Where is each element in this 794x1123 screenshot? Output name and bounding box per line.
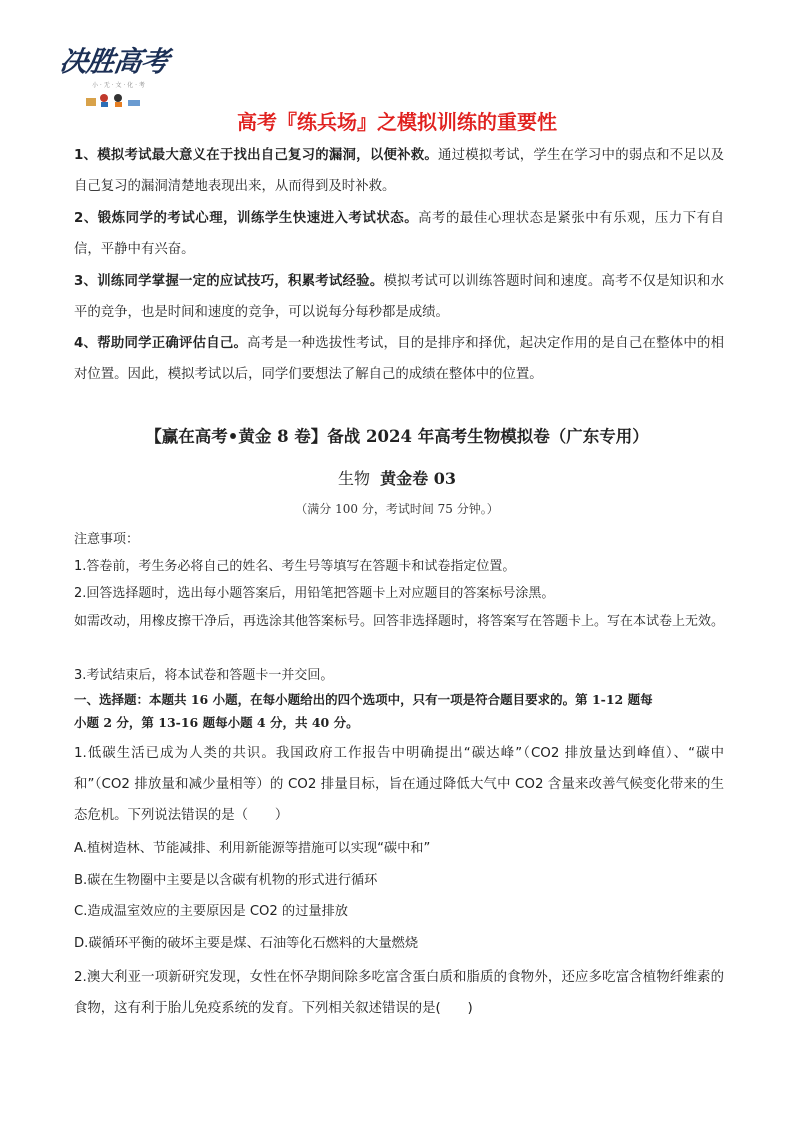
exam-paper: 黄金卷 03 — [380, 469, 457, 488]
question-1-option-c: C.造成温室效应的主要原因是 CO2 的过量排放 — [74, 904, 348, 919]
importance-bold: 1、模拟考试最大意义在于找出自己复习的漏洞，以便补救。 — [74, 148, 438, 163]
logo-tagline: 小 · 无 · 文 · 化 · 考 — [92, 82, 145, 89]
exam-subtitle — [0, 466, 794, 489]
importance-item-4 — [74, 328, 724, 390]
section-heading-line2: 小题 2 分，第 13-16 题每小题 4 分，共 40 分。 — [74, 715, 359, 730]
importance-text: 模拟考试可以训练答题时间和速度。高考不仅是知识和水平的竞争，也是时间和速度的竞争，可以说每分每秒都是成绩。 — [74, 274, 724, 320]
section-heading-line1: 一、选择题：本题共 16 小题，在每小题给出的四个选项中，只有一项是符合题目要求的。第 1-12 题每 — [74, 692, 653, 707]
exam-subject: 生物 — [337, 469, 370, 488]
importance-bold: 2、锻炼同学的考试心理，训练学生快速进入考试状态。 — [74, 211, 419, 226]
exam-title: 【赢在高考•黄金 8 卷】备战 2024 年高考生物模拟卷（广东专用） — [145, 427, 649, 446]
importance-item-2 — [74, 203, 724, 265]
notice-item: 1.答卷前，考生务必将自己的姓名、考生号等填写在答题卡和试卷指定位置。 — [74, 559, 516, 574]
notice-heading: 注意事项： — [74, 532, 140, 547]
question-2-stem: 2.澳大利亚一项新研究发现，女性在怀孕期间除多吃富含蛋白质和脂质的食物外，还应多吃富含植物纤维素的食物，这有利于胎儿免疫系统的发育。下列相关叙述错误的是( ) — [74, 970, 724, 1016]
logo-text: 决胜高考 — [57, 45, 171, 78]
importance-text: 通过模拟考试，学生在学习中的弱点和不足以及自己复习的漏洞清楚地表现出来，从而得到及时补救。 — [74, 148, 725, 194]
notice-item: 如需改动，用橡皮擦干净后，再选涂其他答案标号。回答非选择题时，将答案写在答题卡上。写在本试卷上无效。 — [74, 614, 725, 629]
importance-bold: 4、帮助同学正确评估自己。 — [74, 336, 248, 351]
importance-text: 高考是一种选拔性考试，目的是排序和择优，起决定作用的是自己在整体中的相对位置。因此，模拟考试以后，同学们要想法了解自己的成绩在整体中的位置。 — [74, 336, 724, 382]
question-1-stem: 1.低碳生活已成为人类的共识。我国政府工作报告中明确提出“碳达峰”（CO2 排放量达到峰值）、“碳中和”（CO2 排放量和减少量相等）的 CO2 排量目标，旨在通过降低大气中 CO2 含量来改善气候变化带来的生态危机。下列说法错误的是（ ） — [74, 746, 724, 823]
importance-text: 高考的最佳心理状态是紧张中有乐观，压力下有自信，平静中有兴奋。 — [74, 211, 724, 257]
question-1-option-a: A.植树造林、节能减排、利用新能源等措施可以实现“碳中和” — [74, 841, 431, 856]
notice-item: 3.考试结束后，将本试卷和答题卡一并交回。 — [74, 668, 334, 683]
notice-item: 2.回答选择题时，选出每小题答案后，用铅笔把答题卡上对应题目的答案标号涂黑。 — [74, 586, 555, 601]
importance-item-1 — [74, 140, 724, 202]
banner-title: 高考『练兵场』之模拟训练的重要性 — [237, 110, 557, 134]
question-1-option-d: D.碳循环平衡的破坏主要是煤、石油等化石燃料的大量燃烧 — [74, 936, 419, 951]
exam-note: （满分 100 分，考试时间 75 分钟。） — [295, 502, 499, 516]
question-1-option-b: B.碳在生物圈中主要是以含碳有机物的形式进行循环 — [74, 873, 378, 888]
importance-item-3 — [74, 266, 724, 328]
logo — [57, 40, 172, 112]
importance-bold: 3、训练同学掌握一定的应试技巧，积累考试经验。 — [74, 274, 384, 289]
